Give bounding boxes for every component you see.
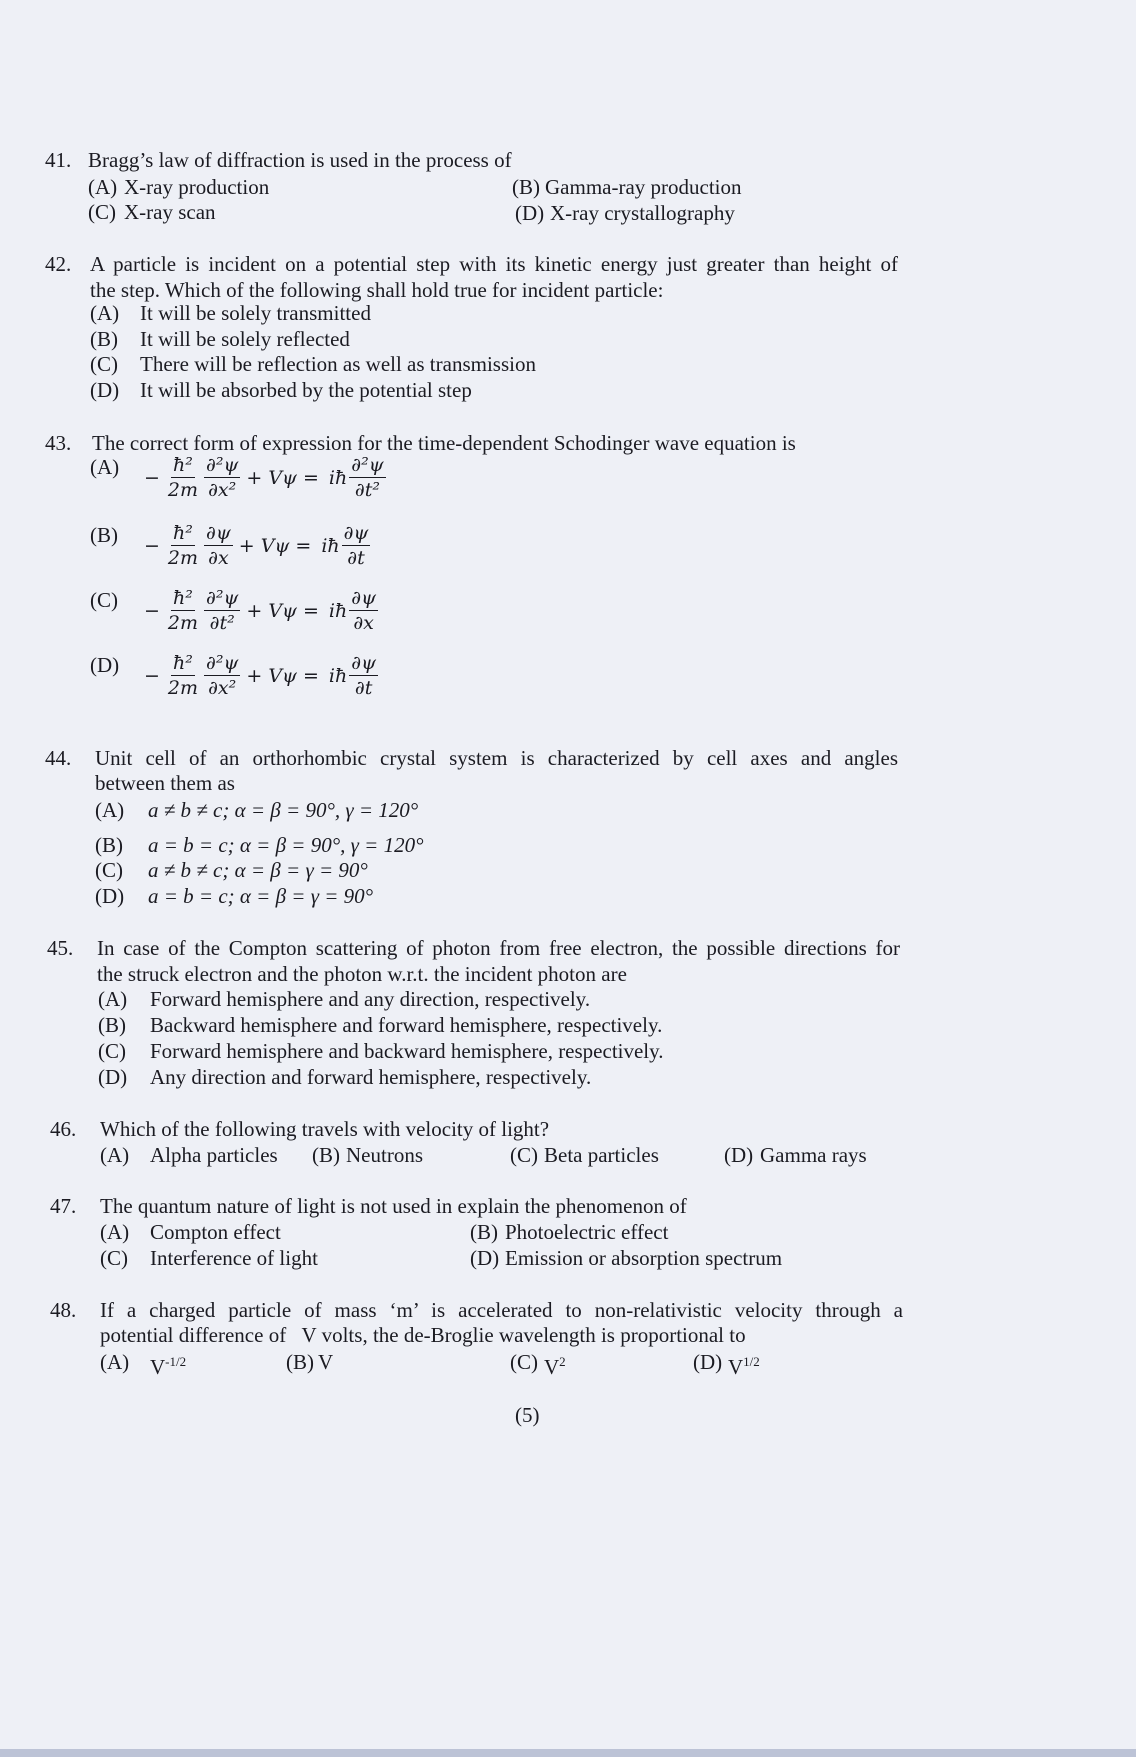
option-label: (D): [90, 378, 120, 402]
option-label: (C): [100, 1246, 128, 1270]
denominator: ∂x: [353, 612, 374, 634]
question-text: Which of the following travels with velocity of light?: [100, 1117, 550, 1141]
page-edge: [0, 1749, 1136, 1757]
option-label: (D): [724, 1143, 754, 1167]
numerator: ∂ψ: [351, 587, 376, 609]
option-label: (C): [510, 1143, 538, 1167]
option-label: (A): [100, 1143, 130, 1167]
numerator: ∂ψ: [206, 522, 231, 544]
question-text: A particle is incident on a potential step with its kinetic energy just greater than height of: [90, 252, 898, 276]
question-number: 44.: [45, 746, 72, 770]
option-label: (C): [90, 352, 118, 376]
question-number: 42.: [45, 252, 72, 276]
rhs-fraction: [349, 651, 378, 700]
question-text: In case of the Compton scattering of photon from free electron, the possible directions for: [97, 936, 900, 960]
option-text: Forward hemisphere and any direction, respectively.: [150, 987, 591, 1011]
denominator: ∂t²: [354, 479, 380, 501]
i-hbar: iħ: [328, 664, 348, 687]
question-text: Unit cell of an orthorhombic crystal system is characterized by cell axes and angles: [95, 746, 898, 770]
equation: [140, 651, 380, 700]
question-text: between them as: [95, 771, 235, 795]
option-text: Emission or absorption spectrum: [505, 1246, 783, 1270]
numerator: ħ²: [173, 522, 193, 544]
option-label: (B): [90, 327, 118, 351]
option-text: Any direction and forward hemisphere, respectively.: [150, 1065, 592, 1089]
option-text: a = b = c; α = β = 90°, γ = 120°: [148, 833, 424, 857]
option-label: (A): [90, 455, 120, 479]
question-text: If a charged particle of mass ‘m’ is accelerated to non-relativistic velocity through a: [100, 1298, 903, 1322]
option-label: (A): [88, 175, 118, 199]
denominator: ∂t: [347, 547, 365, 569]
option-text: Gamma rays: [760, 1143, 867, 1167]
question-text: the step. Which of the following shall hold true for incident particle:: [90, 278, 664, 302]
equation: [140, 586, 380, 635]
option-text: X-ray production: [124, 175, 270, 199]
option-text: Backward hemisphere and forward hemisphere, respectively.: [150, 1013, 663, 1037]
i-hbar: iħ: [328, 466, 348, 489]
option-label: (A): [98, 987, 128, 1011]
option-text: Interference of light: [150, 1246, 318, 1270]
coefficient-fraction: [166, 521, 200, 570]
option-label: (D): [470, 1246, 500, 1270]
numerator: ħ²: [173, 652, 193, 674]
question-text: potential difference of V volts, the de-Broglie wavelength is proportional to: [100, 1323, 746, 1347]
option-text: Gamma-ray production: [545, 175, 742, 199]
option-label: (B): [90, 523, 118, 547]
option-text: It will be absorbed by the potential step: [140, 378, 472, 402]
potential-term: + Vψ =: [246, 664, 319, 687]
option-text: There will be reflection as well as transmission: [140, 352, 536, 376]
numerator: ∂²ψ: [206, 454, 239, 476]
denominator: ∂x²: [208, 677, 237, 699]
denominator: 2m: [167, 547, 199, 569]
numerator: ħ²: [173, 454, 193, 476]
question-number: 47.: [50, 1194, 77, 1218]
option-text: Forward hemisphere and backward hemisphere, respectively.: [150, 1039, 664, 1063]
option-label: (D): [90, 653, 120, 677]
minus-sign: −: [144, 534, 160, 557]
option-label: (A): [100, 1350, 130, 1374]
derivative-fraction: [204, 521, 233, 570]
coefficient-fraction: [166, 453, 200, 502]
rhs-fraction: [342, 521, 371, 570]
numerator: ∂²ψ: [206, 652, 239, 674]
numerator: ∂²ψ: [206, 587, 239, 609]
question-number: 45.: [47, 936, 74, 960]
option-text: X-ray scan: [124, 200, 216, 224]
minus-sign: −: [144, 664, 160, 687]
potential-term: + Vψ =: [246, 466, 319, 489]
option-text: Compton effect: [150, 1220, 281, 1244]
numerator: ħ²: [173, 587, 193, 609]
option-text: It will be solely reflected: [140, 327, 350, 351]
question-text: The quantum nature of light is not used in explain the phenomenon of: [100, 1194, 687, 1218]
option-text: It will be solely transmitted: [140, 301, 371, 325]
i-hbar: iħ: [328, 599, 348, 622]
option-text: Photoelectric effect: [505, 1220, 669, 1244]
derivative-fraction: [204, 586, 240, 635]
question-number: 46.: [50, 1117, 77, 1141]
option-label: (C): [95, 858, 123, 882]
question-text: The correct form of expression for the time-dependent Schodinger wave equation is: [92, 431, 796, 455]
option-label: (B): [512, 175, 540, 199]
denominator: ∂t²: [209, 612, 235, 634]
option-label: (D): [515, 201, 545, 225]
denominator: ∂x²: [208, 479, 237, 501]
option-label: (D): [98, 1065, 128, 1089]
option-label: (D): [95, 884, 125, 908]
numerator: ∂ψ: [343, 522, 369, 544]
i-hbar: iħ: [321, 534, 340, 557]
option-text: Alpha particles: [150, 1143, 278, 1167]
option-label: (C): [90, 588, 118, 612]
option-label: (A): [95, 798, 125, 822]
numerator: ∂ψ: [351, 652, 376, 674]
equation: [140, 453, 388, 502]
option-label: (B): [312, 1143, 340, 1167]
coefficient-fraction: [166, 651, 200, 700]
option-label: (B): [286, 1350, 314, 1374]
option-label: (B): [470, 1220, 498, 1244]
rhs-fraction: [349, 453, 385, 502]
denominator: 2m: [167, 677, 199, 699]
option-label: (C): [88, 200, 116, 224]
equation: [140, 521, 372, 570]
option-text: a ≠ b ≠ c; α = β = γ = 90°: [148, 858, 368, 882]
option-value: $V^{-1/2}$: [150, 1354, 187, 1379]
denominator: 2m: [167, 612, 199, 634]
question-text: Bragg’s law of diffraction is used in the process of: [88, 148, 512, 172]
derivative-fraction: [204, 651, 240, 700]
coefficient-fraction: [166, 586, 200, 635]
denominator: ∂t: [354, 677, 373, 699]
potential-term: + Vψ =: [238, 534, 312, 557]
question-number: 41.: [45, 148, 72, 172]
option-value: $V^{1/2}$: [728, 1354, 760, 1379]
option-label: (B): [95, 833, 123, 857]
option-label: (D): [693, 1350, 723, 1374]
derivative-fraction: [204, 453, 240, 502]
option-text: Neutrons: [346, 1143, 423, 1167]
option-text: a = b = c; α = β = γ = 90°: [148, 884, 374, 908]
option-value: $V^2$: [544, 1354, 566, 1379]
minus-sign: −: [144, 599, 160, 622]
question-number: 48.: [50, 1298, 77, 1322]
potential-term: + Vψ =: [246, 599, 319, 622]
minus-sign: −: [144, 466, 160, 489]
option-label: (C): [510, 1350, 538, 1374]
option-text: a ≠ b ≠ c; α = β = 90°, γ = 120°: [148, 798, 419, 822]
denominator: ∂x: [208, 547, 229, 569]
page-number: (5): [515, 1403, 540, 1427]
question-text: the struck electron and the photon w.r.t. the incident photon are: [97, 962, 627, 986]
option-value: V: [318, 1350, 334, 1374]
option-label: (C): [98, 1039, 126, 1063]
question-number: 43.: [45, 431, 72, 455]
numerator: ∂²ψ: [351, 454, 384, 476]
option-text: Beta particles: [544, 1143, 659, 1167]
option-label: (A): [90, 301, 120, 325]
denominator: 2m: [167, 479, 199, 501]
option-label: (B): [98, 1013, 126, 1037]
option-label: (A): [100, 1220, 130, 1244]
option-text: X-ray crystallography: [550, 201, 735, 225]
rhs-fraction: [349, 586, 378, 635]
